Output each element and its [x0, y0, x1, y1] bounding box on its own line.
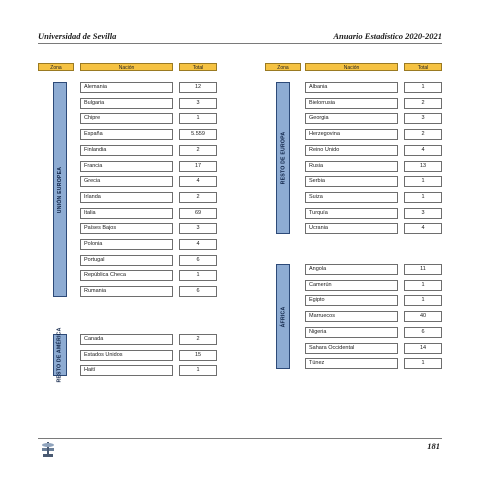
total-cell: 1 [404, 192, 442, 203]
total-cell: 12 [179, 82, 217, 93]
total-cell: 1 [404, 82, 442, 93]
nation-cell: Turquía [305, 208, 398, 219]
total-cell: 4 [404, 223, 442, 234]
nation-cell: Ucrania [305, 223, 398, 234]
total-cell: 1 [404, 358, 442, 369]
nation-cell: Angola [305, 264, 398, 275]
nation-cell: Herzegovina [305, 129, 398, 140]
nation-cell: Marruecos [305, 311, 398, 322]
nation-cell: Estados Unidos [80, 350, 173, 361]
nation-cell: Albania [305, 82, 398, 93]
header-divider [38, 43, 442, 44]
nation-cell: Reino Unido [305, 145, 398, 156]
nation-cell: Finlandia [80, 145, 173, 156]
left-header-total: Total [179, 63, 217, 71]
total-cell: 6 [404, 327, 442, 338]
nation-cell: Suiza [305, 192, 398, 203]
total-cell: 4 [404, 145, 442, 156]
total-cell: 15 [179, 350, 217, 361]
nation-cell: Rusia [305, 161, 398, 172]
total-cell: 3 [404, 113, 442, 124]
nation-cell: Países Bajos [80, 223, 173, 234]
nation-cell: Chipre [80, 113, 173, 124]
right-zone-label [276, 82, 290, 234]
total-cell: 69 [179, 208, 217, 219]
footer-divider [38, 438, 442, 439]
total-cell: 1 [179, 270, 217, 281]
total-cell: 3 [404, 208, 442, 219]
nation-cell: República Checa [80, 270, 173, 281]
header-university: Universidad de Sevilla [38, 31, 117, 41]
total-cell: 2 [179, 192, 217, 203]
left-header-zone: Zona [38, 63, 74, 71]
right-zone-text: RESTO DE EUROPA [280, 131, 286, 185]
university-logo-icon [40, 441, 56, 459]
left-zone-label [53, 327, 67, 383]
total-cell: 3 [179, 98, 217, 109]
nation-cell: Georgia [305, 113, 398, 124]
nation-cell: Bulgaria [80, 98, 173, 109]
total-cell: 40 [404, 311, 442, 322]
nation-cell: Canada [80, 334, 173, 345]
nation-cell: Serbia [305, 176, 398, 187]
total-cell: 6 [179, 286, 217, 297]
header-yearbook-title: Anuario Estadístico 2020-2021 [333, 31, 442, 41]
nation-cell: Francia [80, 161, 173, 172]
total-cell: 1 [404, 280, 442, 291]
total-cell: 3 [179, 223, 217, 234]
total-cell: 1 [404, 176, 442, 187]
nation-cell: Egipto [305, 295, 398, 306]
total-cell: 6 [179, 255, 217, 266]
total-cell: 2 [179, 145, 217, 156]
nation-cell: Alemania [80, 82, 173, 93]
nation-cell: Camerún [305, 280, 398, 291]
nation-cell: Grecia [80, 176, 173, 187]
total-cell: 4 [179, 239, 217, 250]
total-cell: 14 [404, 343, 442, 354]
nation-cell: Portugal [80, 255, 173, 266]
left-zone-text: UNIÓN EUROPEA [57, 166, 64, 213]
nation-cell: Haití [80, 365, 173, 376]
left-zone-text: RESTO DE AMÉRICA [57, 327, 63, 383]
nation-cell: Italia [80, 208, 173, 219]
total-cell: 17 [179, 161, 217, 172]
total-cell: 5.559 [179, 129, 217, 140]
total-cell: 2 [404, 129, 442, 140]
nation-cell: Sahara Occidental [305, 343, 398, 354]
total-cell: 11 [404, 264, 442, 275]
total-cell: 1 [179, 365, 217, 376]
total-cell: 2 [404, 98, 442, 109]
page-number: 181 [427, 441, 440, 451]
left-zone-label [53, 82, 67, 297]
right-zone-label [276, 264, 290, 369]
nation-cell: España [80, 129, 173, 140]
right-header-nation: Nación [305, 63, 398, 71]
nation-cell: Rumania [80, 286, 173, 297]
total-cell: 13 [404, 161, 442, 172]
right-header-zone: Zona [265, 63, 301, 71]
right-zone-text: ÁFRICA [280, 306, 287, 327]
total-cell: 2 [179, 334, 217, 345]
nation-cell: Polonia [80, 239, 173, 250]
left-header-nation: Nación [80, 63, 173, 71]
nation-cell: Bielorrusia [305, 98, 398, 109]
nation-cell: Nigeria [305, 327, 398, 338]
right-header-total: Total [404, 63, 442, 71]
total-cell: 1 [179, 113, 217, 124]
total-cell: 1 [404, 295, 442, 306]
total-cell: 4 [179, 176, 217, 187]
nation-cell: Túnez [305, 358, 398, 369]
nation-cell: Irlanda [80, 192, 173, 203]
